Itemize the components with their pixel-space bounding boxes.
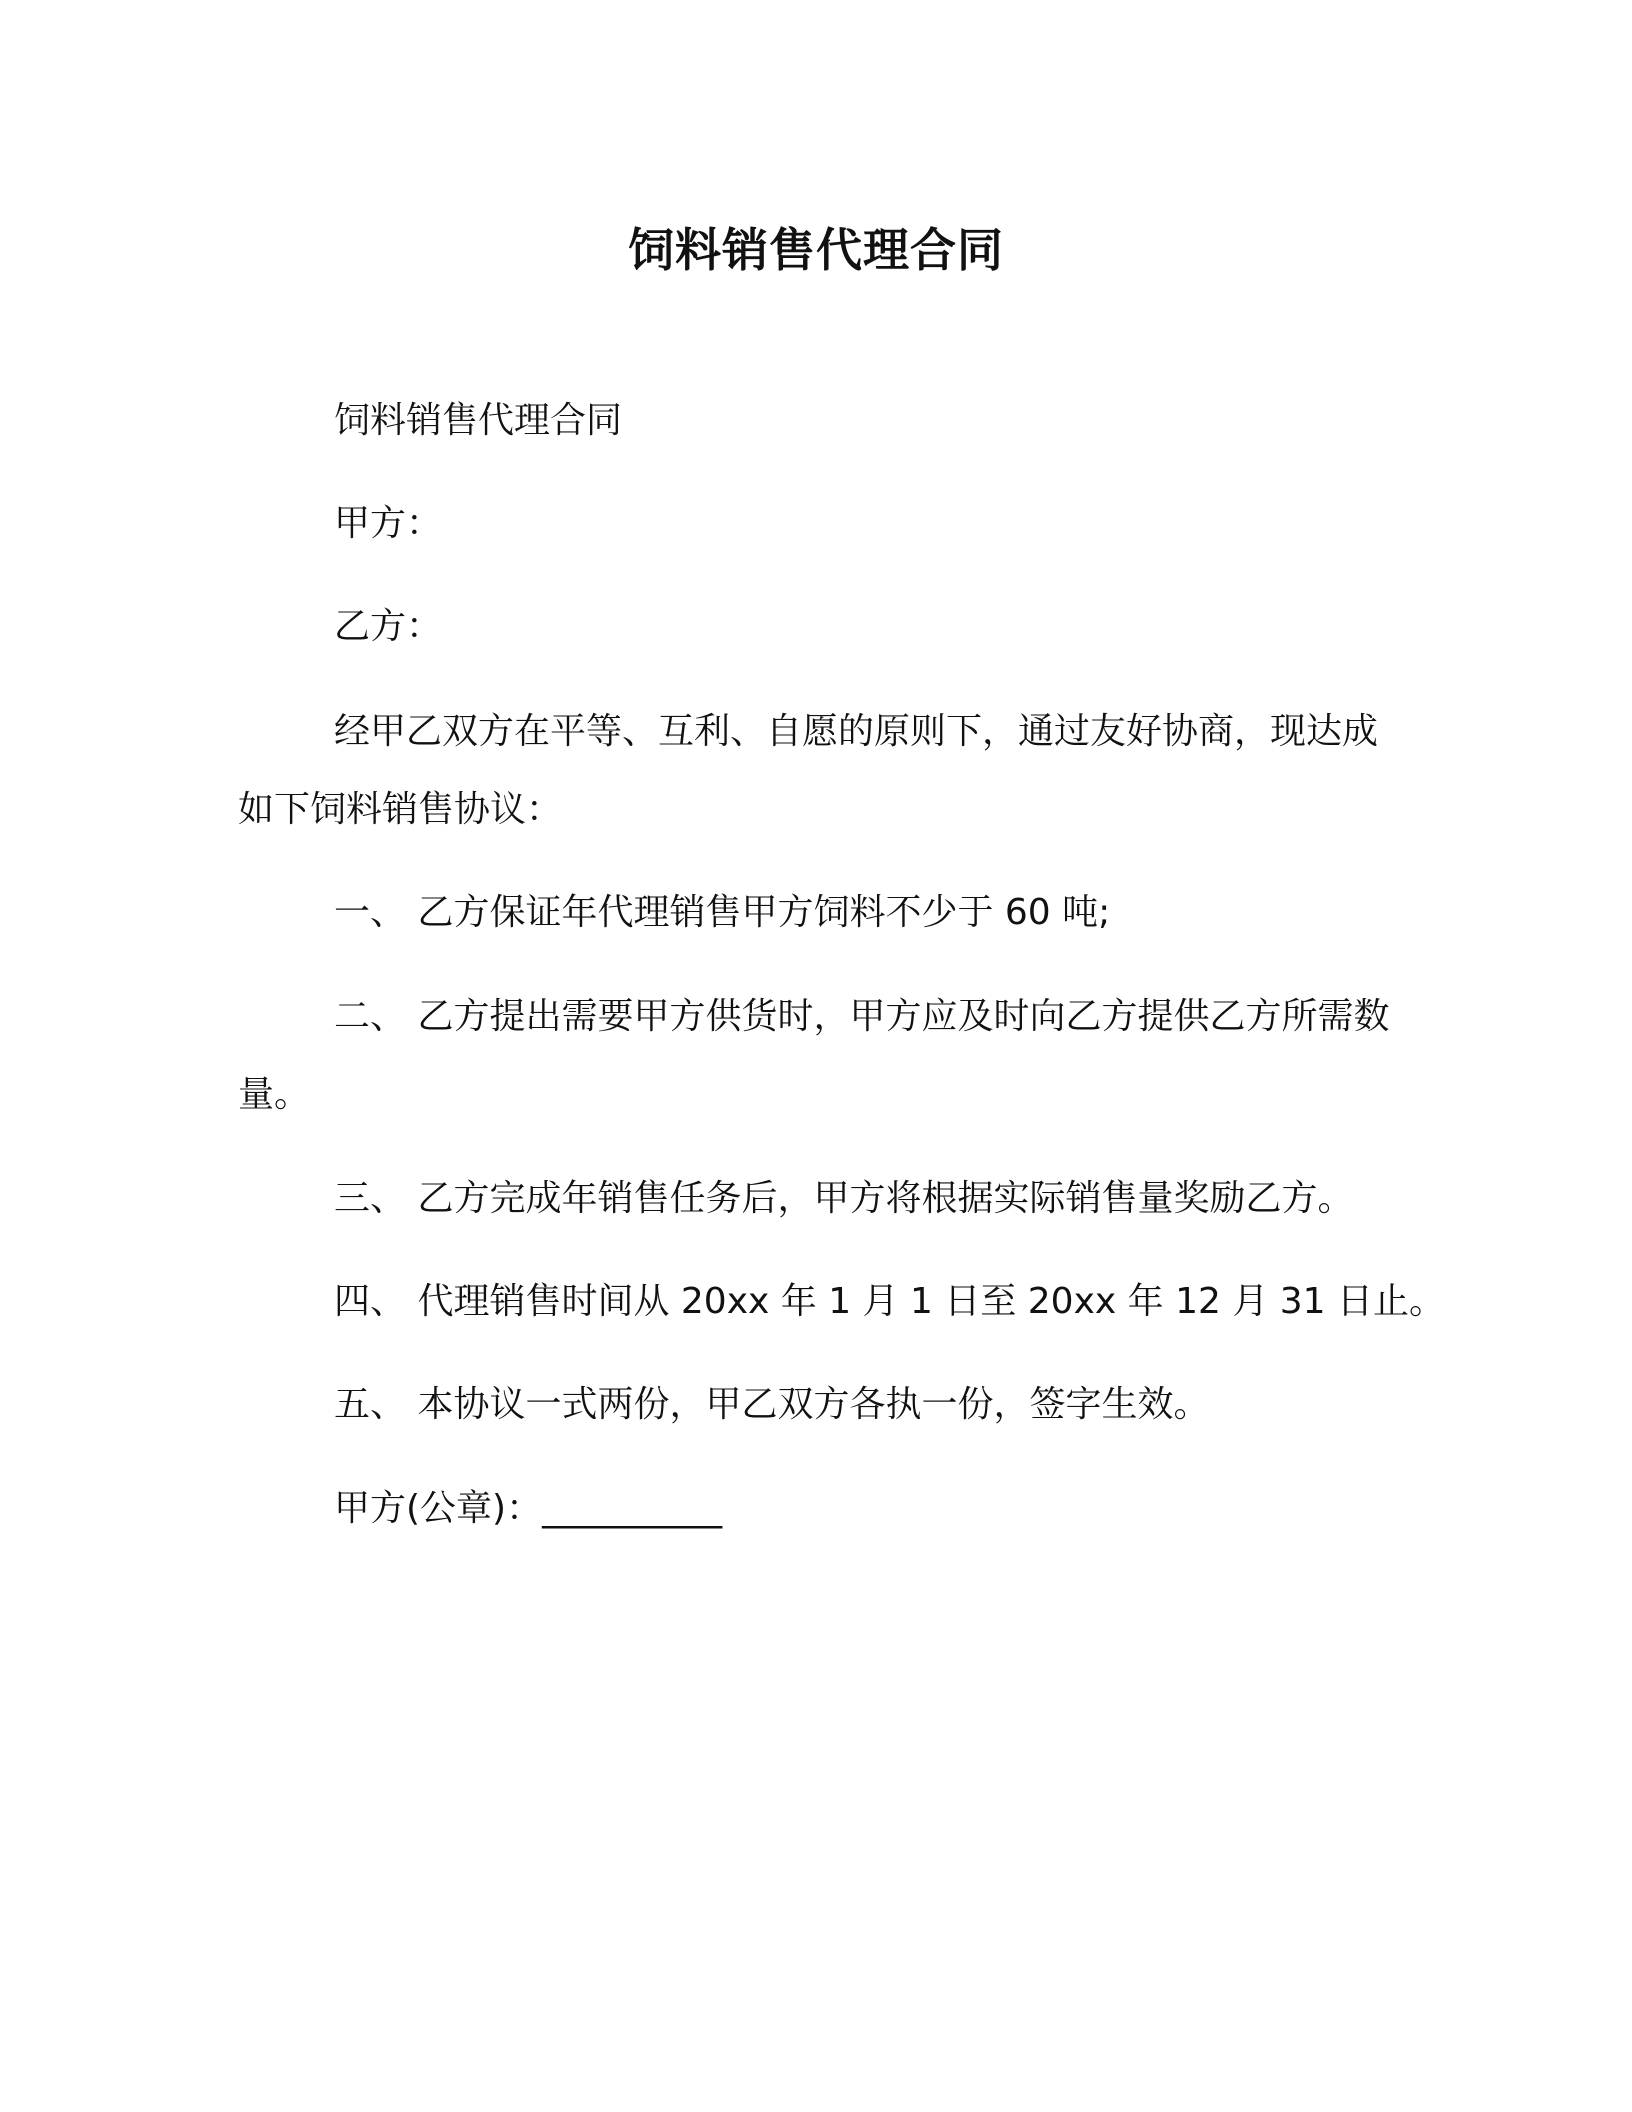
clause-2: 二、 乙方提出需要甲方供货时，甲方应及时向乙方提供乙方所需数量。 [238,996,1390,1115]
party-a-seal-line: 甲方(公章)：__________ [334,1488,723,1529]
intro-paragraph: 经甲乙双方在平等、互利、自愿的原则下，通过友好协商，现达成如下饲料销售协议： [238,711,1379,830]
party-b-label: 乙方： [334,606,443,647]
contract-subtitle: 饲料销售代理合同 [334,400,623,441]
clause-3: 三、 乙方完成年销售任务后，甲方将根据实际销售量奖励乙方。 [334,1178,1354,1219]
clause-5: 五、 本协议一式两份，甲乙双方各执一份，签字生效。 [334,1384,1210,1425]
party-a-label: 甲方： [334,503,443,544]
clause-4: 四、 代理销售时间从 20xx 年 1 月 1 日至 20xx 年 12 月 31 日止。 [334,1281,1446,1322]
clause-1: 一、 乙方保证年代理销售甲方饲料不少于 60 吨; [334,892,1111,933]
document-title: 饲料销售代理合同 [628,223,1004,277]
